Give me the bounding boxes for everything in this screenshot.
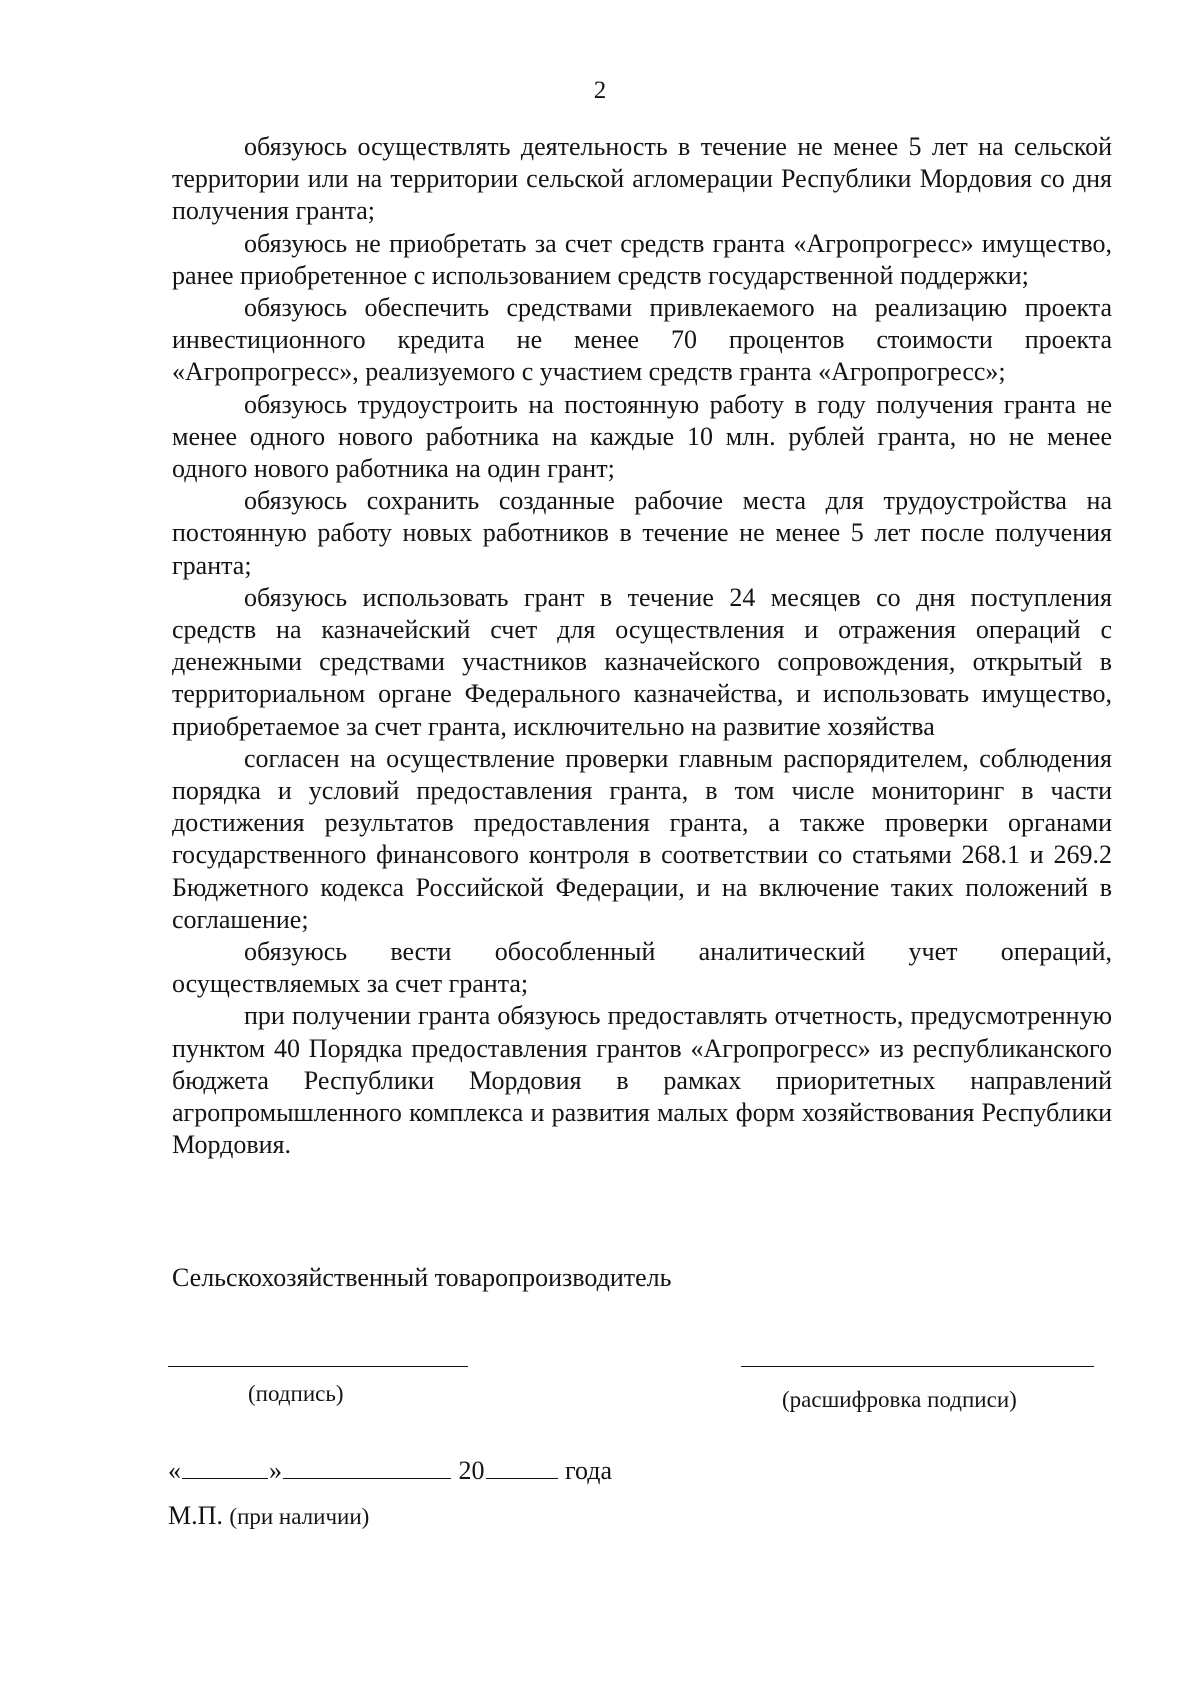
page-number: 2	[593, 77, 607, 104]
paragraph: обязуюсь использовать грант в течение 24 месяцев со дня поступления средств на казначейский счет для осуществления и отражения операций с денежными средствами участников казначейского сопровождения, открытый в территориальном органе Федерального казначейства, и использовать имущество, приобретаемое за счет гранта, исключительно на развитие хозяйства	[172, 582, 1112, 741]
signature-decoding-caption: (расшифровка подписи)	[782, 1387, 1017, 1412]
paragraph: согласен на осуществление проверки главным распорядителем, соблюдения порядка и условий предоставления гранта, в том числе мониторинг в части достижения результатов предоставления гранта, а также проверки органами государственного финансового контроля в соответствии со статьями 268.1 и 269.2 Бюджетного кодекса Российской Федерации, и на включение таких положений в соглашение;	[172, 743, 1112, 934]
date-month-blank	[283, 1454, 451, 1479]
paragraph: обязуюсь обеспечить средствами привлекаемого на реализацию проекта инвестиционного кредита не менее 70 процентов стоимости проекта «Агропрогресс», реализуемого с участием средств гранта «Агропрогресс»;	[172, 293, 1112, 387]
paragraph: при получении гранта обязуюсь предоставлять отчетность, предусмотренную пунктом 40 Порядка предоставления грантов «Агропрогресс» из республиканского бюджета Республики Мордовия в рамках приоритетных направлений агропромышленного комплекса и развития малых форм хозяйствования Республики Мордовия.	[172, 1001, 1112, 1160]
stamp-note: (при наличии)	[229, 1504, 370, 1529]
obligations-text	[172, 131, 1112, 1162]
date-century: 20	[458, 1456, 485, 1485]
signature-caption: (подпись)	[248, 1381, 344, 1406]
date-year-blank	[486, 1454, 558, 1479]
stamp-place	[168, 1500, 369, 1533]
paragraph: обязуюсь осуществлять деятельность в течение не менее 5 лет на сельской территории или на территории сельской агломерации Республики Мордовия со дня получения гранта;	[172, 132, 1112, 226]
producer-label: Сельскохозяйственный товаропроизводитель	[172, 1263, 672, 1292]
date-year-word: года	[565, 1456, 613, 1485]
paragraph: обязуюсь трудоустроить на постоянную работу в году получения гранта не менее одного нового работника на каждые 10 млн. рублей гранта, но не менее одного нового работника на один грант;	[172, 389, 1112, 484]
paragraph: обязуюсь не приобретать за счет средств гранта «Агропрогресс» имущество, ранее приобретенное с использованием средств государственной поддержки;	[172, 228, 1112, 290]
paragraph: обязуюсь вести обособленный аналитический учет операций, осуществляемых за счет гранта;	[172, 937, 1112, 999]
stamp-label: М.П.	[168, 1501, 223, 1530]
signature-line	[168, 1366, 468, 1367]
date-open-quote: «	[168, 1456, 181, 1485]
signature-decoding-line	[741, 1366, 1094, 1367]
date-close-quote: »	[269, 1456, 282, 1485]
paragraph: обязуюсь сохранить созданные рабочие места для трудоустройства на постоянную работу новых работников в течение не менее 5 лет после получения гранта;	[172, 486, 1112, 580]
date-day-blank	[182, 1454, 268, 1479]
date-field	[168, 1454, 612, 1488]
